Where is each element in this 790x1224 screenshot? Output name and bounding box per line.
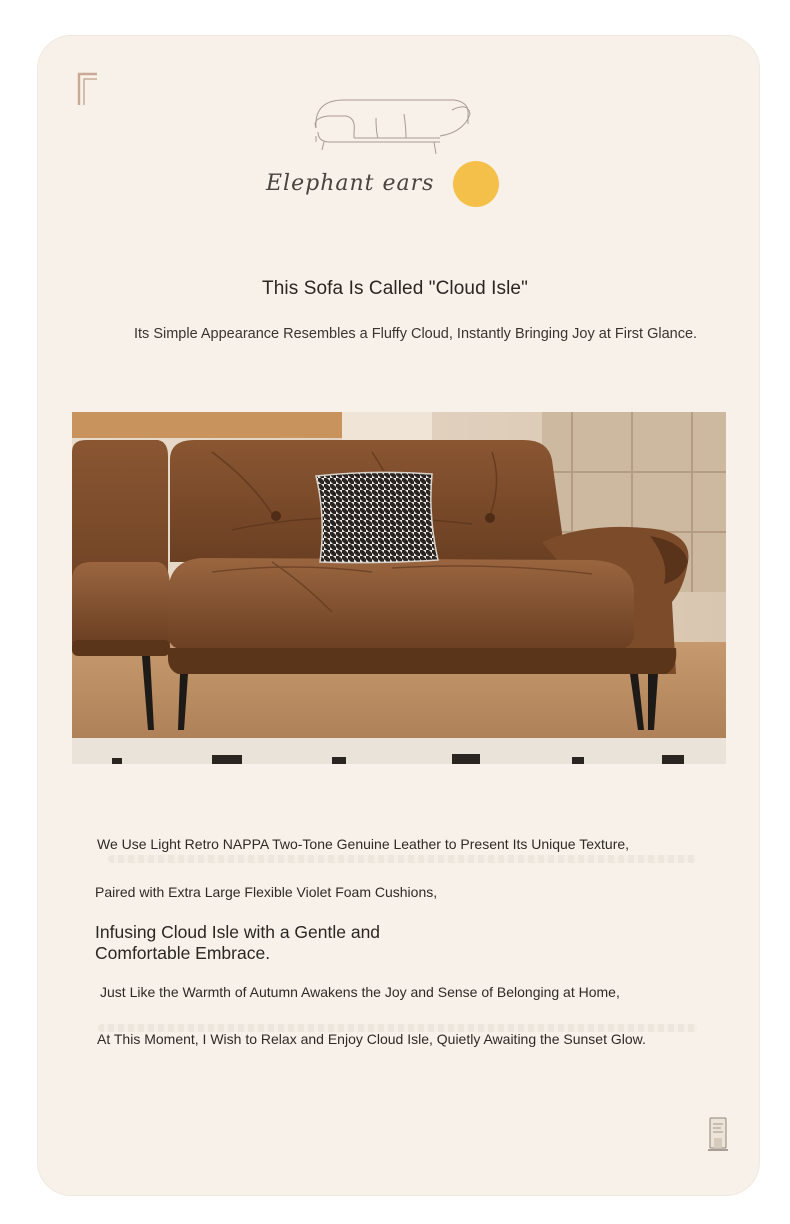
sofa-photo	[72, 412, 726, 764]
brand-logo	[254, 92, 524, 214]
description-line-1: We Use Light Retro NAPPA Two-Tone Genuine Leather to Present Its Unique Texture,	[97, 836, 630, 852]
sofa-seat-cushion	[168, 558, 634, 650]
description-line-5: At This Moment, I Wish to Relax and Enjoy Cloud Isle, Quietly Awaiting the Sunset Glow.	[97, 1031, 646, 1047]
corner-bracket-icon	[76, 71, 100, 107]
sofa-sketch-icon	[254, 92, 524, 214]
ghost-text-line	[108, 855, 696, 863]
section-title: This Sofa Is Called "Cloud Isle"	[262, 278, 528, 299]
description-line-4: Just Like the Warmth of Autumn Awakens the Joy and Sense of Belonging at Home,	[100, 984, 620, 1000]
sun-accent	[453, 161, 499, 207]
houndstooth-pillow	[316, 472, 438, 562]
description-line-3: Infusing Cloud Isle with a Gentle and Comfortable Embrace.	[95, 922, 381, 963]
description-line-2: Paired with Extra Large Flexible Violet Foam Cushions,	[95, 884, 438, 900]
section-subtitle: Its Simple Appearance Resembles a Fluffy Cloud, Instantly Bringing Joy at First Glance.	[134, 326, 698, 342]
lamp-deco-icon	[704, 1114, 732, 1154]
sofa-base	[168, 648, 676, 674]
logo-script-text: Elephant ears	[266, 171, 435, 196]
